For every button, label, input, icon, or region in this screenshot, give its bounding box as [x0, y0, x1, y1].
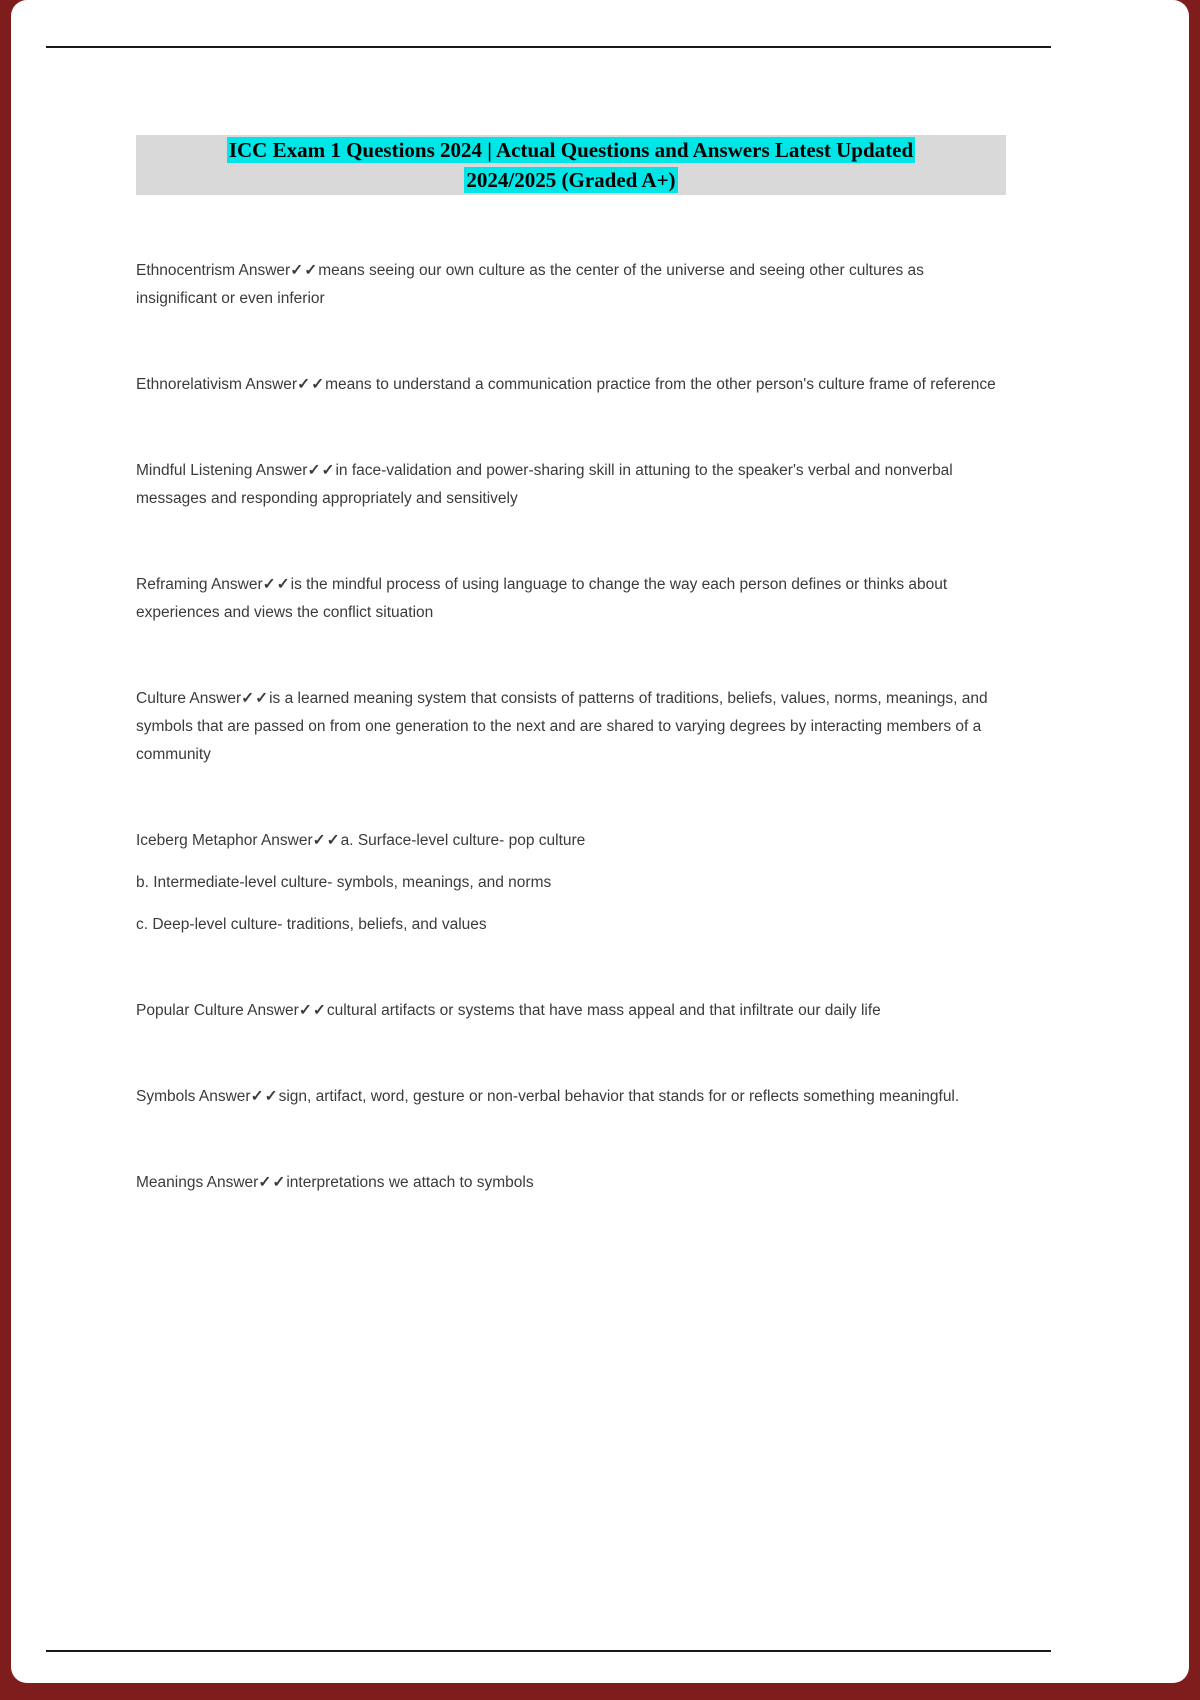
qa-term: Culture Answer	[136, 690, 242, 707]
qa-list	[136, 257, 1006, 1197]
footer-rule	[46, 1650, 1051, 1652]
qa-item	[136, 1169, 1006, 1197]
qa-question-answer	[136, 457, 1006, 513]
qa-sub-line: c. Deep-level culture- traditions, beliefs, and values	[136, 916, 487, 933]
qa-answer-text: is a learned meaning system that consists of patterns of traditions, beliefs, values, norms, meanings, and symbols that are passed on from one generation to the next and are shared to varying degrees by interacting members of a community	[136, 690, 988, 763]
qa-question-answer	[136, 1169, 1006, 1197]
title-line-2-row	[136, 165, 1006, 195]
qa-item	[136, 457, 1006, 513]
qa-answer-text: means seeing our own culture as the center of the universe and seeing other cultures as insignificant or even inferior	[136, 262, 924, 307]
document-title	[136, 135, 1006, 195]
qa-item	[136, 571, 1006, 627]
qa-sub-line: b. Intermediate-level culture- symbols, meanings, and norms	[136, 874, 552, 891]
answer-checkmarks-icon: ✓✓	[307, 462, 336, 479]
qa-answer-text: sign, artifact, word, gesture or non-verbal behavior that stands for or reflects something meaningful.	[278, 1088, 960, 1105]
document-page	[11, 0, 1189, 1683]
title-line-2: 2024/2025 (Graded A+)	[466, 168, 676, 192]
qa-question-answer	[136, 997, 1006, 1025]
qa-term: Reframing Answer	[136, 576, 263, 593]
page-content	[136, 0, 1006, 1255]
answer-checkmarks-icon: ✓✓	[290, 262, 319, 279]
qa-question-answer	[136, 685, 1006, 769]
qa-answer-text: is the mindful process of using language to change the way each person defines or thinks about experiences and views the conflict situation	[136, 576, 948, 621]
qa-term: Popular Culture Answer	[136, 1002, 299, 1019]
qa-question-answer	[136, 1083, 1006, 1111]
answer-checkmarks-icon: ✓✓	[262, 576, 291, 593]
qa-answer-text: in face-validation and power-sharing skill in attuning to the speaker's verbal and nonverbal messages and responding appropriately and sensitively	[136, 462, 953, 507]
qa-answer-text: means to understand a communication practice from the other person's culture frame of reference	[325, 376, 996, 393]
qa-term: Symbols Answer	[136, 1088, 251, 1105]
qa-term: Ethnorelativism Answer	[136, 376, 298, 393]
qa-question-answer	[136, 257, 1006, 313]
qa-item	[136, 371, 1006, 399]
qa-item	[136, 1083, 1006, 1111]
qa-question-answer	[136, 827, 1006, 855]
qa-item	[136, 685, 1006, 769]
qa-term: Meanings Answer	[136, 1174, 259, 1191]
title-line-1: ICC Exam 1 Questions 2024 | Actual Questions and Answers Latest Updated	[228, 138, 914, 162]
qa-item	[136, 997, 1006, 1025]
qa-question-answer	[136, 571, 1006, 627]
answer-checkmarks-icon: ✓✓	[298, 1002, 327, 1019]
qa-term: Mindful Listening Answer	[136, 462, 308, 479]
qa-item	[136, 257, 1006, 313]
qa-answer-text: cultural artifacts or systems that have mass appeal and that infiltrate our daily life	[326, 1002, 881, 1019]
answer-checkmarks-icon: ✓✓	[250, 1088, 279, 1105]
answer-checkmarks-icon: ✓✓	[297, 376, 326, 393]
qa-term: Ethnocentrism Answer	[136, 262, 291, 279]
answer-checkmarks-icon: ✓✓	[258, 1174, 287, 1191]
qa-term: Iceberg Metaphor Answer	[136, 832, 313, 849]
answer-checkmarks-icon: ✓✓	[241, 690, 270, 707]
qa-answer-text: interpretations we attach to symbols	[286, 1174, 534, 1191]
qa-answer-text: a. Surface-level culture- pop culture	[340, 832, 586, 849]
title-line-1-row	[136, 135, 1006, 165]
answer-checkmarks-icon: ✓✓	[312, 832, 341, 849]
qa-item	[136, 827, 1006, 939]
qa-question-answer	[136, 371, 1006, 399]
